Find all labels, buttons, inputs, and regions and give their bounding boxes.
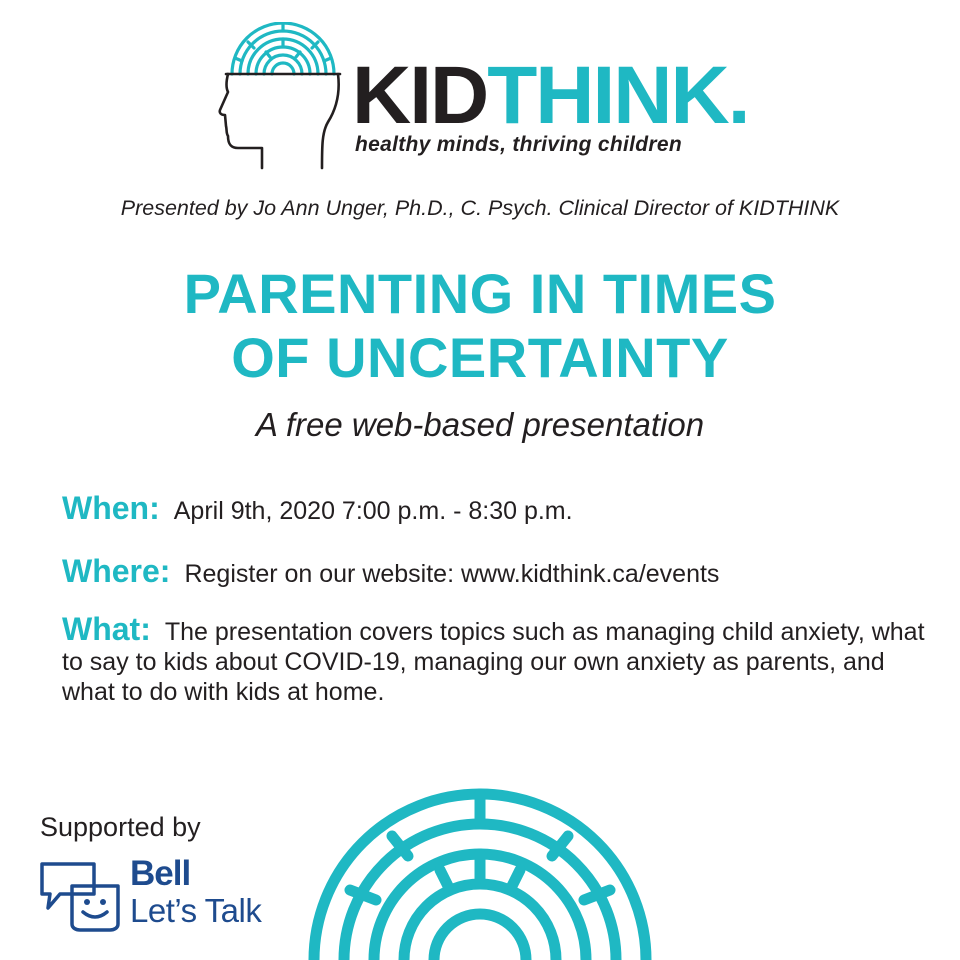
page-title bbox=[0, 262, 960, 390]
what-value: The presentation covers topics such as managing child anxiety, what to say to kids about COVID-19, managing our own anxiety as parents, and what to do with kids at home. bbox=[62, 618, 925, 706]
where-label: Where: bbox=[62, 553, 171, 589]
lets-talk-wordmark: Let’s Talk bbox=[130, 892, 262, 929]
where-value: Register on our website: www.kidthink.ca/events bbox=[184, 560, 720, 588]
tagline: healthy minds, thriving children bbox=[355, 133, 682, 156]
supported-by-label: Supported by bbox=[40, 812, 201, 842]
brand-accent-text: THINK. bbox=[487, 50, 749, 141]
bell-wordmark: Bell bbox=[130, 854, 191, 893]
presenter-line: Presented by Jo Ann Unger, Ph.D., C. Psych. Clinical Director of KIDTHINK bbox=[120, 196, 840, 220]
when-label: When: bbox=[62, 490, 160, 526]
brand-wordmark bbox=[352, 50, 749, 141]
title-line-2: OF UNCERTAINTY bbox=[231, 326, 729, 389]
maze-circle-icon bbox=[300, 780, 660, 960]
title-line-1: PARENTING IN TIMES bbox=[183, 262, 777, 325]
subtitle: A free web-based presentation bbox=[255, 406, 705, 443]
what-row bbox=[62, 611, 932, 707]
when-row bbox=[62, 490, 932, 527]
brand-dark-text: KID bbox=[352, 50, 488, 141]
what-label: What: bbox=[62, 611, 151, 647]
speech-bubble-smiley-icon bbox=[38, 858, 122, 934]
when-value: April 9th, 2020 7:00 p.m. - 8:30 p.m. bbox=[173, 497, 573, 525]
head-maze-icon bbox=[218, 22, 348, 170]
where-row bbox=[62, 553, 932, 590]
